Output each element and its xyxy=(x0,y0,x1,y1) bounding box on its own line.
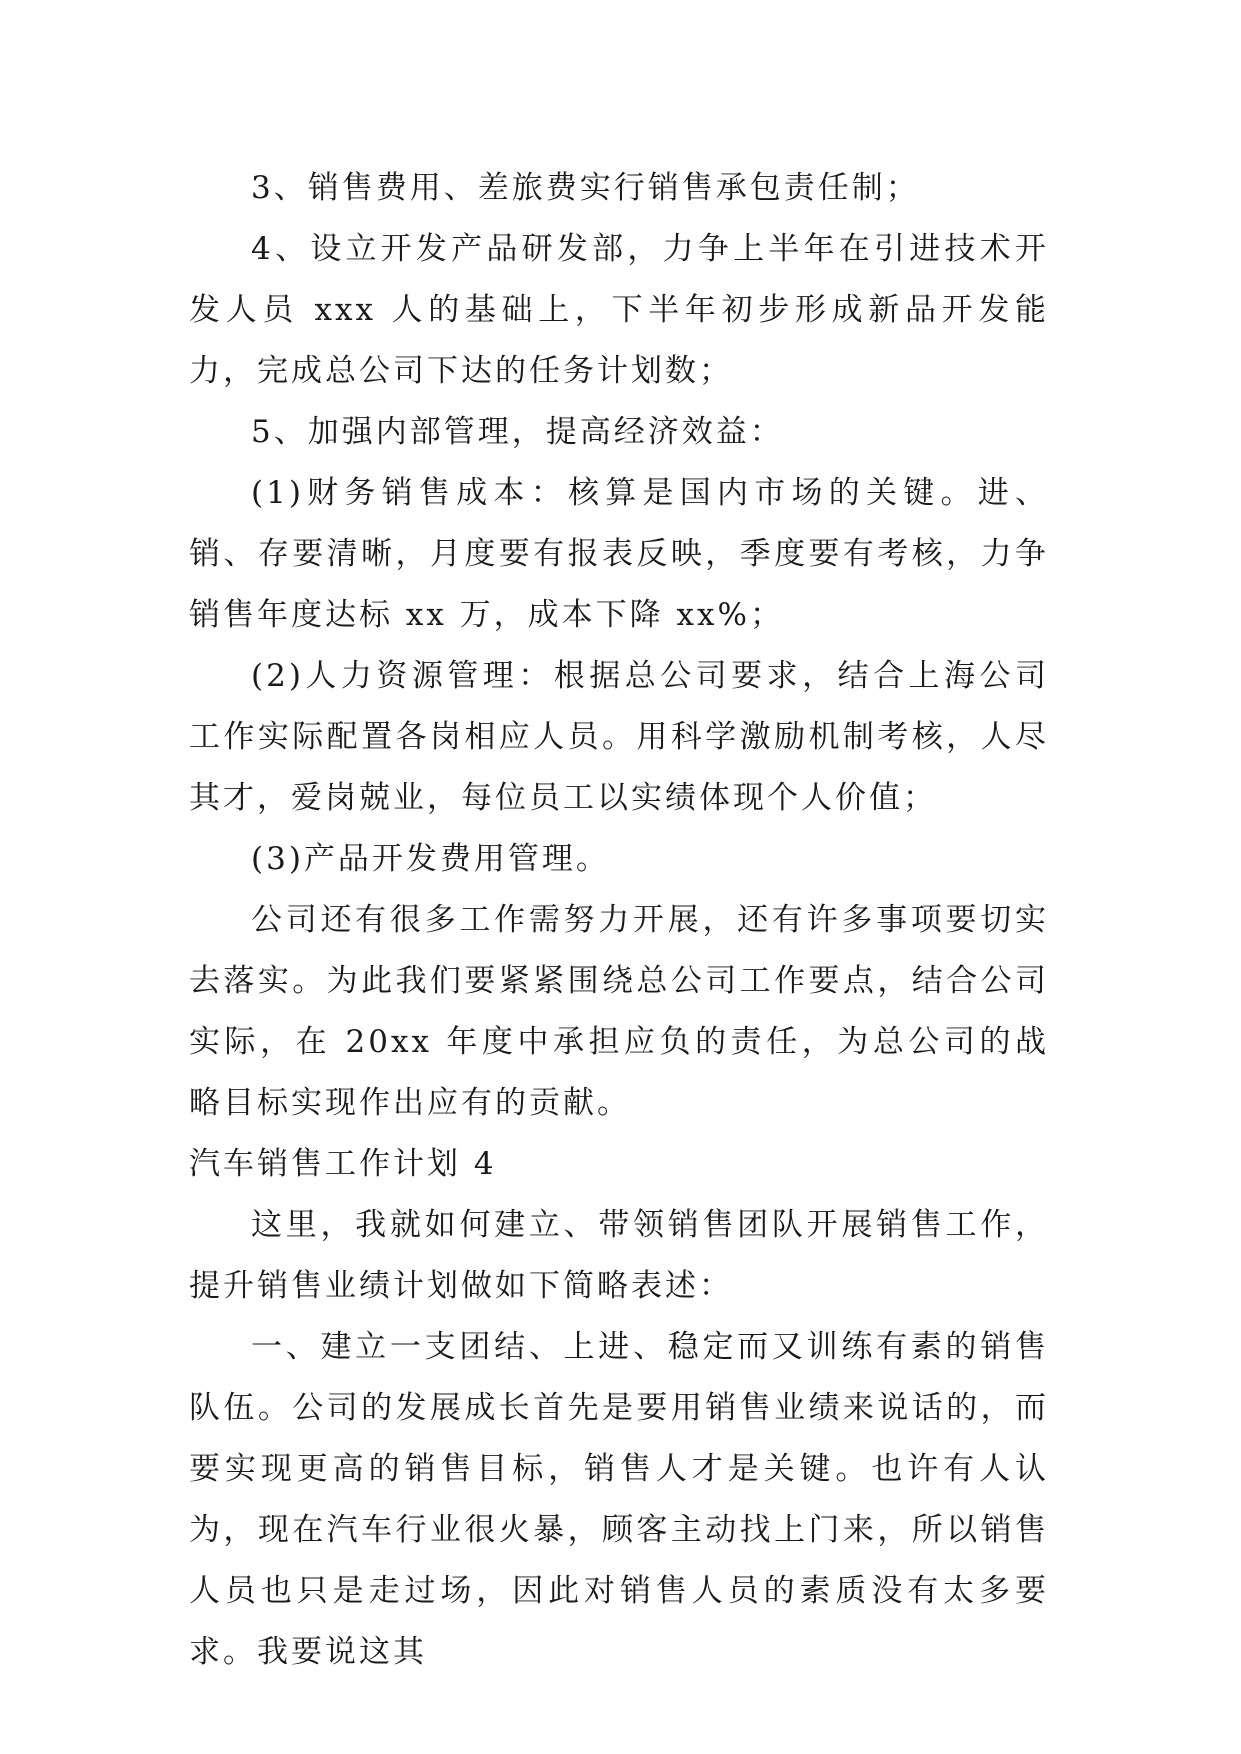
paragraph-item-5: 5、加强内部管理，提高经济效益： xyxy=(251,414,784,450)
paragraph-product-dev-cost: (3)产品开发费用管理。 xyxy=(251,841,610,877)
paragraph-team-building: 一、建立一支团结、上进、稳定而又训练有素的销售队伍。公司的发展成长首先是要用销售业绩来说话的，而要实现更高的销售目标，销售人才是关键。也许有人认为，现在汽车行业很火暴，顾客主动找上门来，所以销售人员也只是走过场，因此对销售人员的素质没有太多要求。我要说这其 xyxy=(189,1329,1049,1670)
paragraph-item-3: 3、销售费用、差旅费实行销售承包责任制； xyxy=(251,170,920,206)
paragraph-item-4: 4、设立开发产品研发部，力争上半年在引进技术开发人员 xxx 人的基础上，下半年初步形成新品开发能力，完成总公司下达的任务计划数； xyxy=(189,231,1049,389)
paragraph-conclusion: 公司还有很多工作需努力开展，还有许多事项要切实去落实。为此我们要紧紧围绕总公司工作要点，结合公司实际，在 20xx 年度中承担应负的责任，为总公司的战略目标实现作出应有的贡献。 xyxy=(189,902,1049,1121)
paragraph-financial-cost: (1)财务销售成本：核算是国内市场的关键。进、销、存要清晰，月度要有报表反映，季度要有考核，力争销售年度达标 xx 万，成本下降 xx%； xyxy=(189,475,1049,633)
paragraph-intro: 这里，我就如何建立、带领销售团队开展销售工作，提升销售业绩计划做如下简略表述： xyxy=(189,1207,1049,1304)
paragraph-hr-management: (2)人力资源管理：根据总公司要求，结合上海公司工作实际配置各岗相应人员。用科学激励机制考核，人尽其才，爱岗兢业，每位员工以实绩体现个人价值； xyxy=(189,658,1049,816)
section-heading: 汽车销售工作计划 4 xyxy=(189,1146,497,1182)
document-body xyxy=(189,158,1049,1683)
